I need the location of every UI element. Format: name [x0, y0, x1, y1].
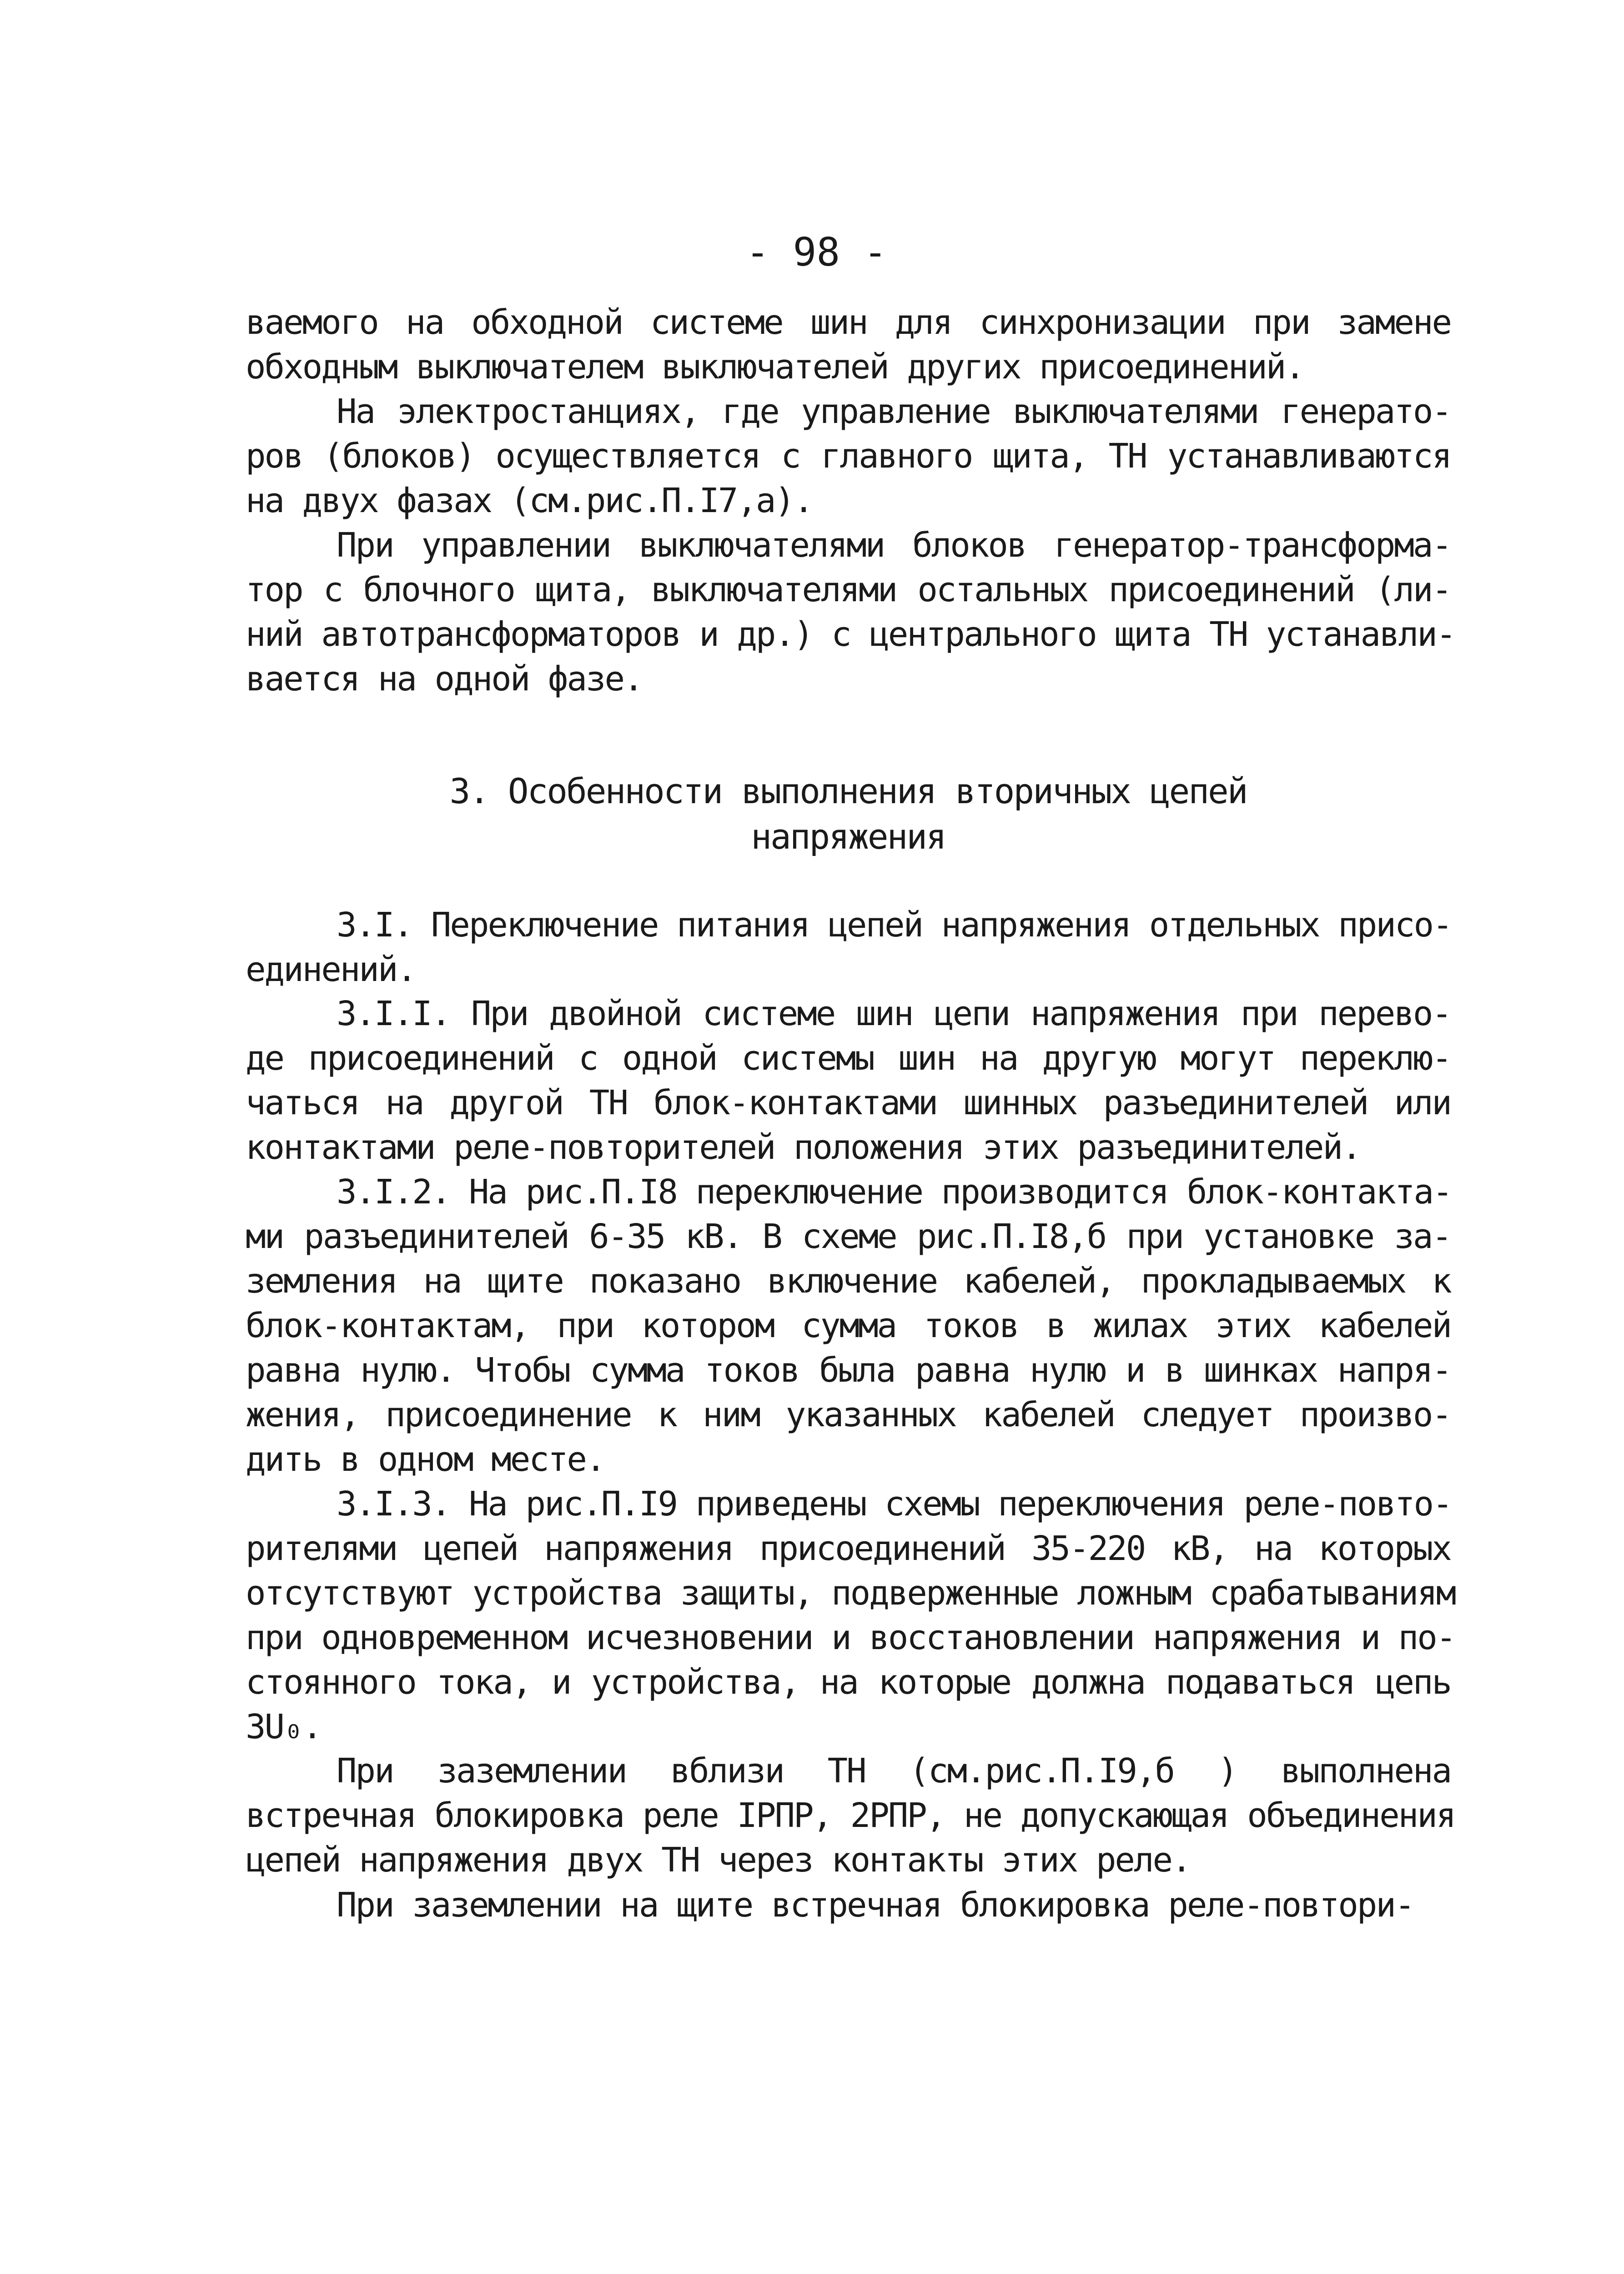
paragraph-line: тор с блочного щита, выключателями остальных присоединений (ли- — [246, 570, 1451, 609]
paragraph-line: чаться на другой ТН блок-контактами шинных разъединителей или — [246, 1083, 1451, 1122]
paragraph-line: при одновременном исчезновении и восстановлении напряжения и по- — [246, 1618, 1455, 1657]
paragraph-line: единений. — [246, 950, 416, 989]
paragraph-line: 3.I.I. При двойной системе шин цепи напряжения при перево- — [337, 994, 1451, 1033]
paragraph-line: дить в одном месте. — [246, 1440, 605, 1479]
paragraph-7 — [246, 1482, 1455, 1749]
paragraph-line: 3U₀. — [246, 1707, 322, 1746]
paragraph-line: ний автотрансформаторов и др.) с центрального щита ТН устанавли- — [246, 615, 1455, 654]
paragraph-4 — [246, 903, 1451, 992]
paragraph-line: контактами реле-повторителей положения этих разъединителей. — [246, 1128, 1361, 1167]
paragraph-1 — [246, 300, 1451, 389]
paragraph-6 — [246, 1170, 1451, 1482]
paragraph-line: блок-контактам, при котором сумма токов в жилах этих кабелей — [246, 1306, 1451, 1345]
paragraph-line: ми разъединителей 6-35 кВ. В схеме рис.П.I8,б при установке за- — [246, 1217, 1451, 1256]
paragraph-line: 3.I.2. На рис.П.I8 переключение производится блок-контакта- — [337, 1172, 1452, 1212]
paragraph-line: отсутствуют устройства защиты, подверженные ложным срабатываниям — [246, 1574, 1455, 1613]
paragraph-line: вается на одной фазе. — [246, 659, 643, 699]
paragraph-line: жения, присоединение к ним указанных кабелей следует произво- — [246, 1395, 1451, 1434]
page-number: - 98 - — [746, 230, 887, 275]
paragraph-line: При заземлении вблизи ТН (см.рис.П.I9,б ) выполнена — [337, 1751, 1451, 1791]
paragraph-line: стоянного тока, и устройства, на которые должна подаваться цепь — [246, 1663, 1451, 1702]
paragraph-line: обходным выключателем выключателей других присоединений. — [246, 347, 1304, 387]
paragraph-5 — [246, 991, 1451, 1170]
paragraph-2 — [246, 389, 1451, 523]
paragraph-8 — [246, 1749, 1455, 1882]
paragraph-line: 3.I.3. На рис.П.I9 приведены схемы переключения реле-повто- — [337, 1484, 1452, 1524]
paragraph-line: цепей напряжения двух ТН через контакты этих реле. — [246, 1841, 1191, 1880]
paragraph-3 — [246, 523, 1455, 701]
paragraph-line: При заземлении на щите встречная блокировка реле-повтори- — [337, 1886, 1414, 1925]
paragraph-line: земления на щите показано включение кабелей, прокладываемых к — [246, 1262, 1451, 1301]
paragraph-line: рителями цепей напряжения присоединений 35-220 кВ, на которых — [246, 1529, 1451, 1568]
paragraph-line: на двух фазах (см.рис.П.I7,а). — [246, 481, 813, 520]
paragraph-line: При управлении выключателями блоков генератор-трансформа- — [337, 526, 1451, 565]
heading-line-1: 3. Особенности выполнения вторичных цепей — [449, 771, 1247, 811]
paragraph-line: ваемого на обходной системе шин для синхронизации при замене — [246, 303, 1451, 342]
paragraph-line: де присоединений с одной системы шин на другую могут переклю- — [246, 1039, 1451, 1078]
paragraph-line: 3.I. Переключение питания цепей напряжения отдельных присо- — [337, 906, 1452, 945]
paragraph-line: ров (блоков) осуществляется с главного щита, ТН устанавливаются — [246, 437, 1451, 476]
paragraph-line: встречная блокировка реле IРПР, 2РПР, не допускающая объединения — [246, 1796, 1455, 1835]
paragraph-9 — [246, 1883, 1451, 1927]
paragraph-line: На электростанциях, где управление выключателями генерато- — [337, 392, 1451, 431]
section-heading — [246, 769, 1451, 860]
paragraph-line: равна нулю. Чтобы сумма токов была равна нулю и в шинках напря- — [246, 1351, 1451, 1390]
heading-line-2: напряжения — [751, 816, 945, 857]
